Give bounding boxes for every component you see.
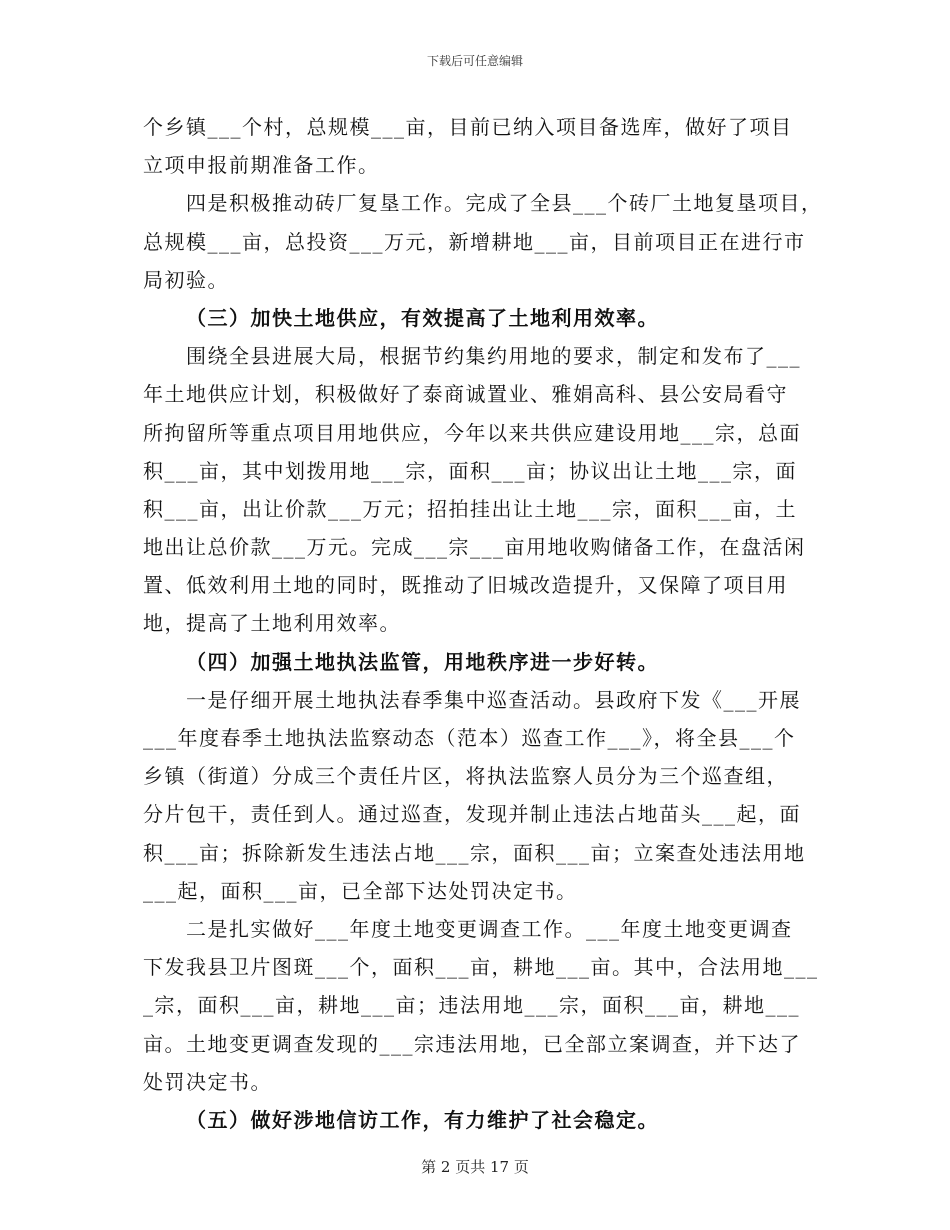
text-line: _宗，面积___亩，耕地___亩；违法用地___宗，面积___亩，耕地___ [143, 993, 800, 1018]
text-line: 立项申报前期准备工作。 [143, 153, 380, 178]
text-line: 围绕全县进展大局，根据节约集约用地的要求，制定和发布了___ [186, 344, 801, 369]
text-line: 积___亩，其中划拨用地___宗，面积___亩；协议出让土地___宗，面 [143, 458, 797, 483]
page-number: 第 2 页共 17 页 [421, 1158, 529, 1176]
text-line: 亩。土地变更调查发现的___宗违法用地，已全部立案调查，并下达了 [143, 1031, 801, 1056]
section-heading: （四）加强土地执法监管，用地秩序进一步好转。 [186, 649, 659, 674]
text-line: 置、低效利用土地的同时，既推动了旧城改造提升，又保障了项目用 [143, 573, 788, 598]
text-line: 局初验。 [143, 267, 229, 292]
text-line: 下发我县卫片图斑___个，面积___亩，耕地___亩。其中，合法用地___ [143, 955, 819, 980]
text-line: 二是扎实做好___年度土地变更调查工作。___年度土地变更调查 [186, 916, 793, 941]
text-line: 处罚决定书。 [143, 1069, 272, 1094]
text-line: 积___亩，出让价款___万元；招拍挂出让土地___宗，面积___亩，土 [143, 496, 797, 521]
section-heading: （五）做好涉地信访工作，有力维护了社会稳定。 [186, 1107, 659, 1132]
text-line: ___年度春季土地执法监察动态（范本）巡查工作___》，将全县___个 [143, 726, 796, 750]
document-body [143, 108, 823, 1139]
text-line: 总规模___亩，总投资___万元，新增耕地___亩，目前项目正在进行市 [143, 229, 806, 254]
text-line: 一是仔细开展土地执法春季集中巡查活动。县政府下发《___开展 [186, 687, 801, 712]
text-line: 地出让总价款___万元。完成___宗___亩用地收购储备工作，在盘活闲 [143, 535, 806, 560]
text-line: 乡镇（街道）分成三个责任片区，将执法监察人员分为三个巡查组， [143, 764, 788, 789]
text-line: 积___亩；拆除新发生违法占地___宗，面积___亩；立案查处违法用地 [143, 840, 806, 865]
section-heading: （三）加快土地供应，有效提高了土地利用效率。 [186, 305, 659, 330]
page-header-note: 下载后可任意编辑 [426, 54, 523, 68]
text-line: 分片包干，责任到人。通过巡查，发现并制止违法占地苗头___起，面 [143, 802, 801, 827]
text-line: 地，提高了土地利用效率。 [143, 611, 401, 636]
text-line: 个乡镇___个村，总规模___亩，目前已纳入项目备选库，做好了项目 [143, 115, 793, 139]
text-line: ___起，面积___亩，已全部下达处罚决定书。 [143, 878, 578, 903]
text-line: 年土地供应计划，积极做好了泰商诚置业、雅娟高科、县公安局看守 [143, 382, 788, 407]
text-line: 所拘留所等重点项目用地供应，今年以来共供应建设用地___宗，总面 [143, 420, 801, 445]
text-line: 四是积极推动砖厂复垦工作。完成了全县___个砖厂土地复垦项目， [186, 191, 823, 216]
